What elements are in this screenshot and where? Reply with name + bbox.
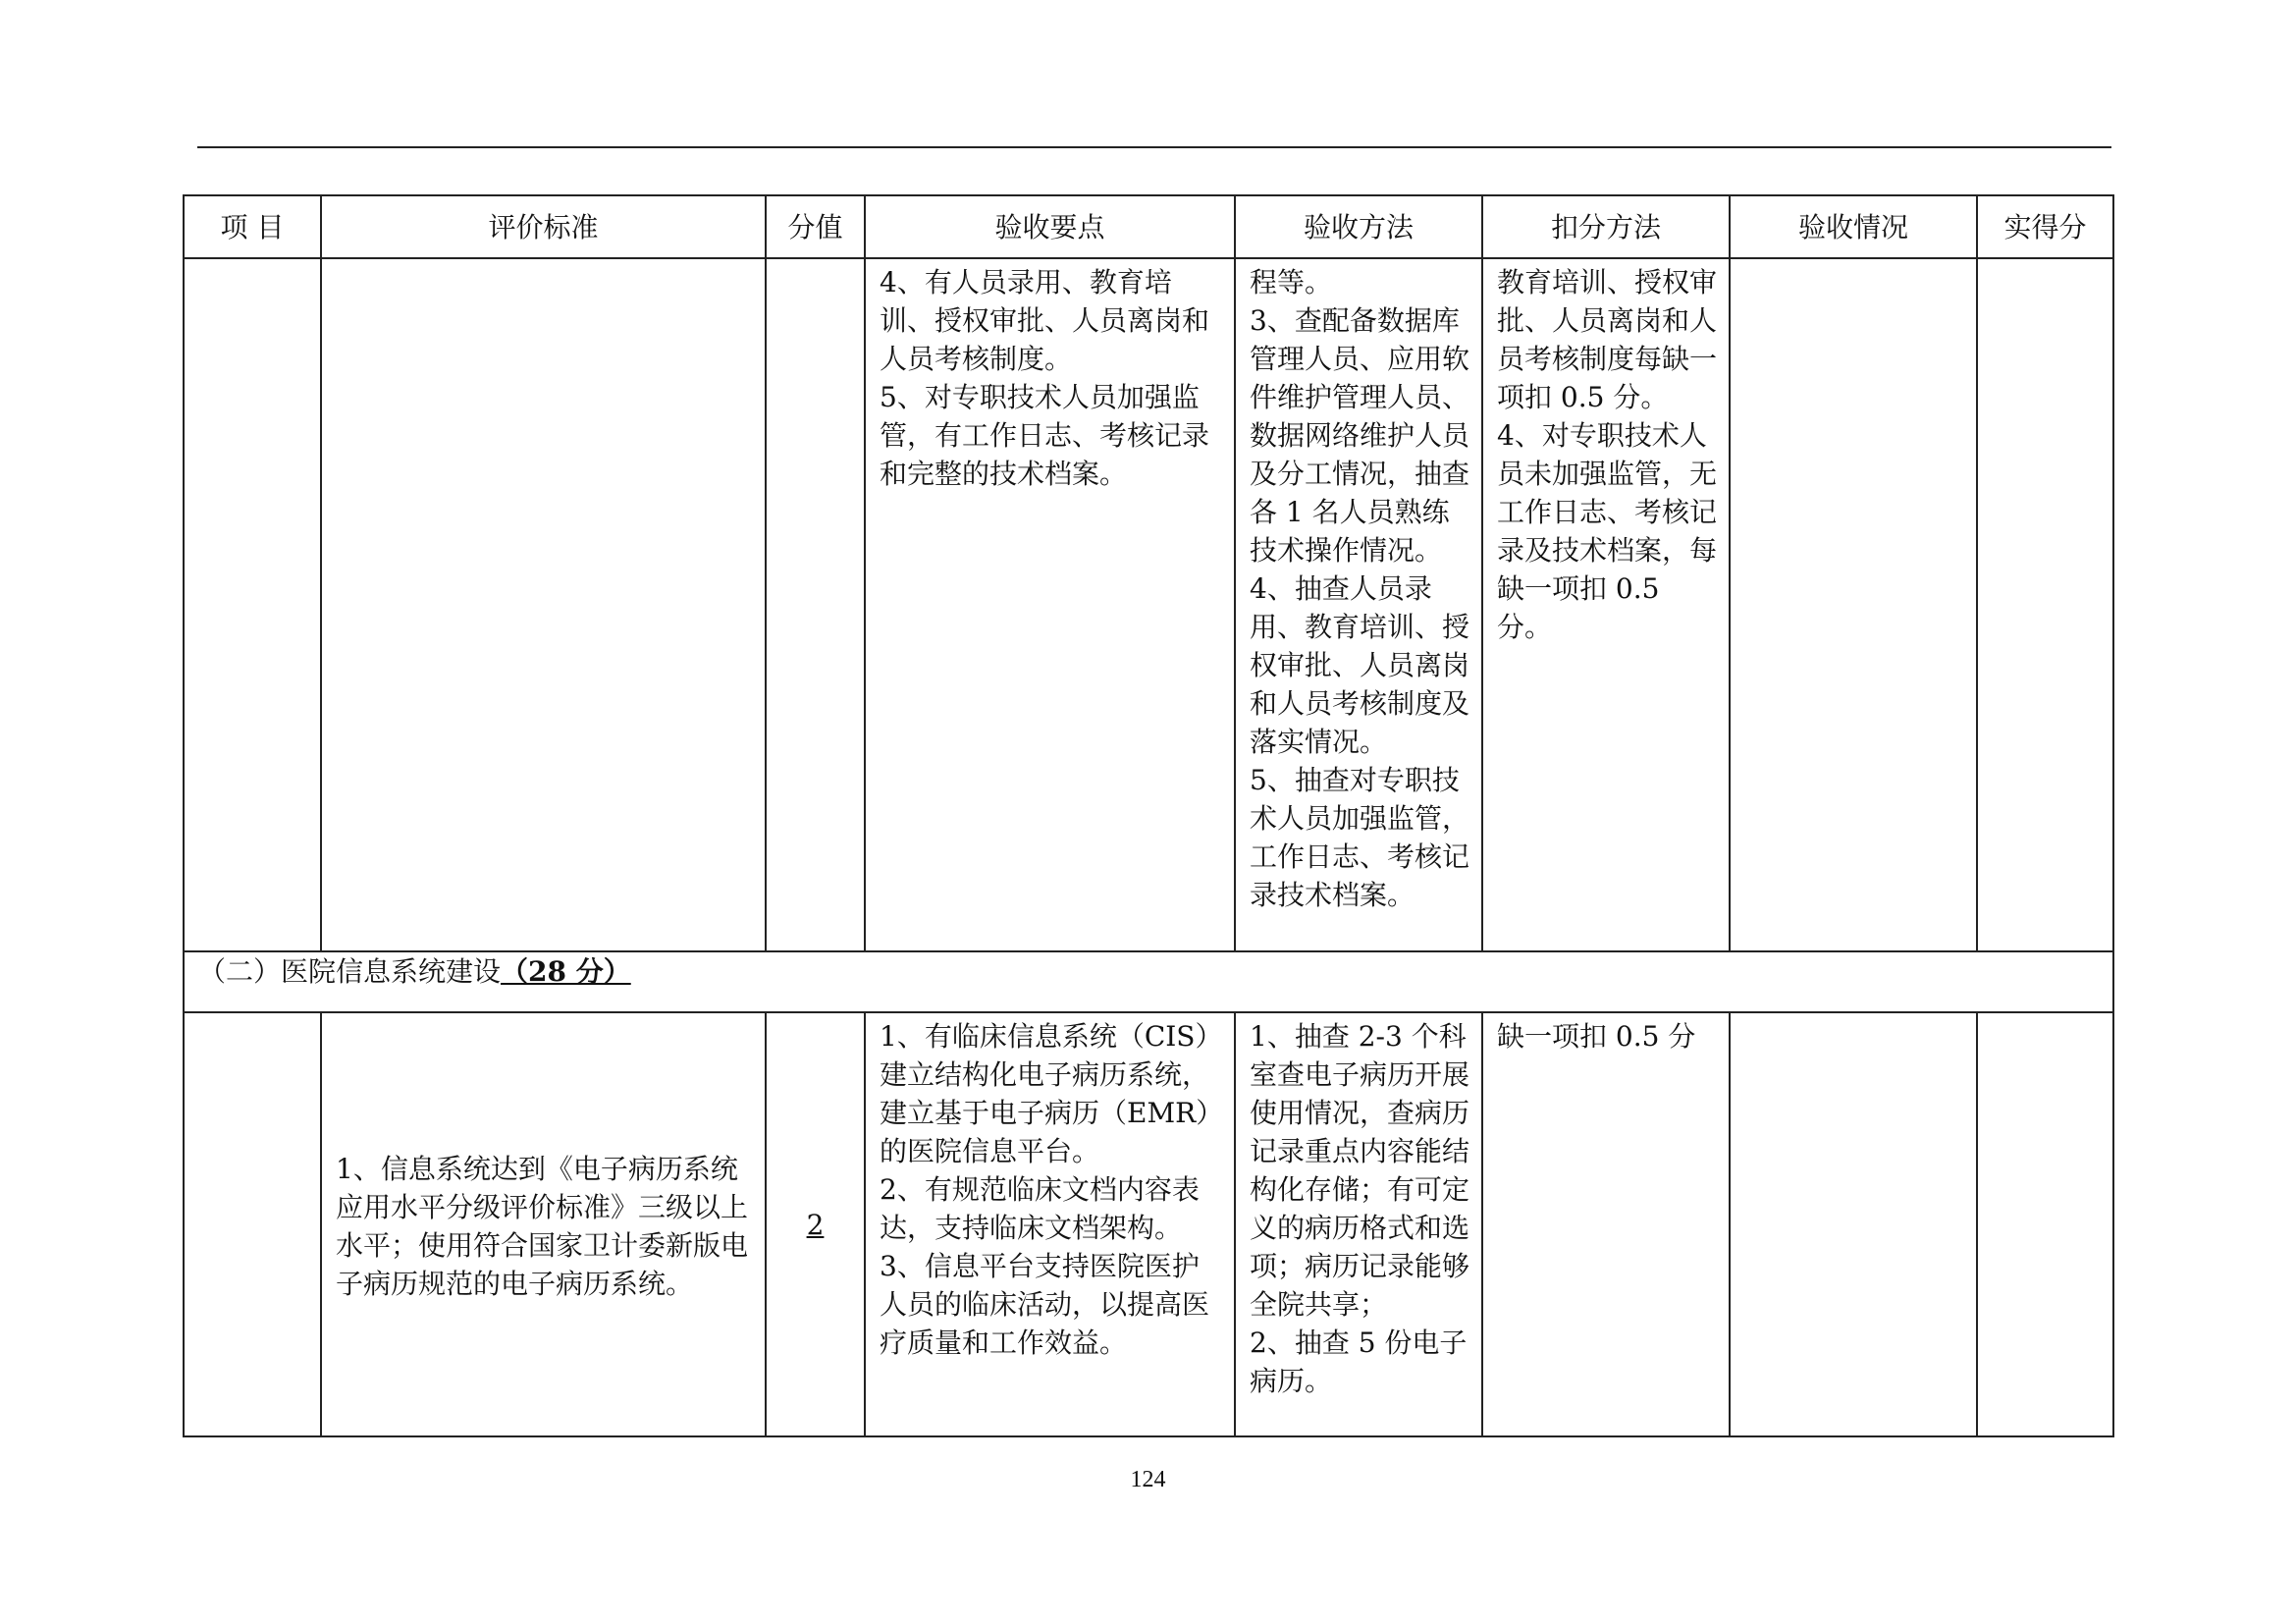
cell-score: 2 <box>766 1012 865 1436</box>
section-heading <box>184 951 2113 1012</box>
cell-item <box>184 258 321 951</box>
col-header-points: 验收要点 <box>865 195 1235 258</box>
cell-deduction: 教育培训、授权审批、人员离岗和人员考核制度每缺一项扣 0.5 分。 4、对专职技术人员未加强监管，无工作日志、考核记录及技术档案，每缺一项扣 0.5 分。 <box>1482 258 1730 951</box>
section-score: （28 分） <box>501 955 631 988</box>
cell-criteria: 1、信息系统达到《电子病历系统应用水平分级评价标准》三级以上水平；使用符合国家卫计委新版电子病历规范的电子病历系统。 <box>321 1012 766 1436</box>
cell-deduction: 缺一项扣 0.5 分 <box>1482 1012 1730 1436</box>
col-header-score: 分值 <box>766 195 865 258</box>
col-header-criteria: 评价标准 <box>321 195 766 258</box>
header-rule <box>197 146 2111 148</box>
col-header-item: 项 目 <box>184 195 321 258</box>
cell-points: 1、有临床信息系统（CIS）建立结构化电子病历系统，建立基于电子病历（EMR）的医院信息平台。 2、有规范临床文档内容表达，支持临床文档架构。 3、信息平台支持医院医护人员的临床活动，以提高医疗质量和工作效益。 <box>865 1012 1235 1436</box>
cell-status <box>1730 258 1977 951</box>
section-heading-row <box>184 951 2113 1012</box>
cell-actual <box>1977 258 2113 951</box>
cell-actual <box>1977 1012 2113 1436</box>
evaluation-table <box>183 194 2114 1437</box>
table-row <box>184 258 2113 951</box>
cell-status <box>1730 1012 1977 1436</box>
col-header-deduction: 扣分方法 <box>1482 195 1730 258</box>
col-header-status: 验收情况 <box>1730 195 1977 258</box>
cell-points: 4、有人员录用、教育培训、授权审批、人员离岗和人员考核制度。 5、对专职技术人员加强监管，有工作日志、考核记录和完整的技术档案。 <box>865 258 1235 951</box>
cell-method: 1、抽查 2-3 个科室查电子病历开展使用情况，查病历记录重点内容能结构化存储；有可定义的病历格式和选项；病历记录能够全院共享； 2、抽查 5 份电子病历。 <box>1235 1012 1482 1436</box>
cell-criteria <box>321 258 766 951</box>
cell-item <box>184 1012 321 1436</box>
section-title: （二）医院信息系统建设 <box>198 955 502 988</box>
table-header-row <box>184 195 2113 258</box>
col-header-actual: 实得分 <box>1977 195 2113 258</box>
cell-method: 程等。 3、查配备数据库管理人员、应用软件维护管理人员、数据网络维护人员及分工情况，抽查各 1 名人员熟练技术操作情况。 4、抽查人员录用、教育培训、授权审批、人员离岗和人员考核制度及落实情况。 5、抽查对专职技术人员加强监管，工作日志、考核记录技术档案。 <box>1235 258 1482 951</box>
cell-score <box>766 258 865 951</box>
table-row <box>184 1012 2113 1436</box>
col-header-method: 验收方法 <box>1235 195 1482 258</box>
page-number: 124 <box>1130 1467 1166 1492</box>
